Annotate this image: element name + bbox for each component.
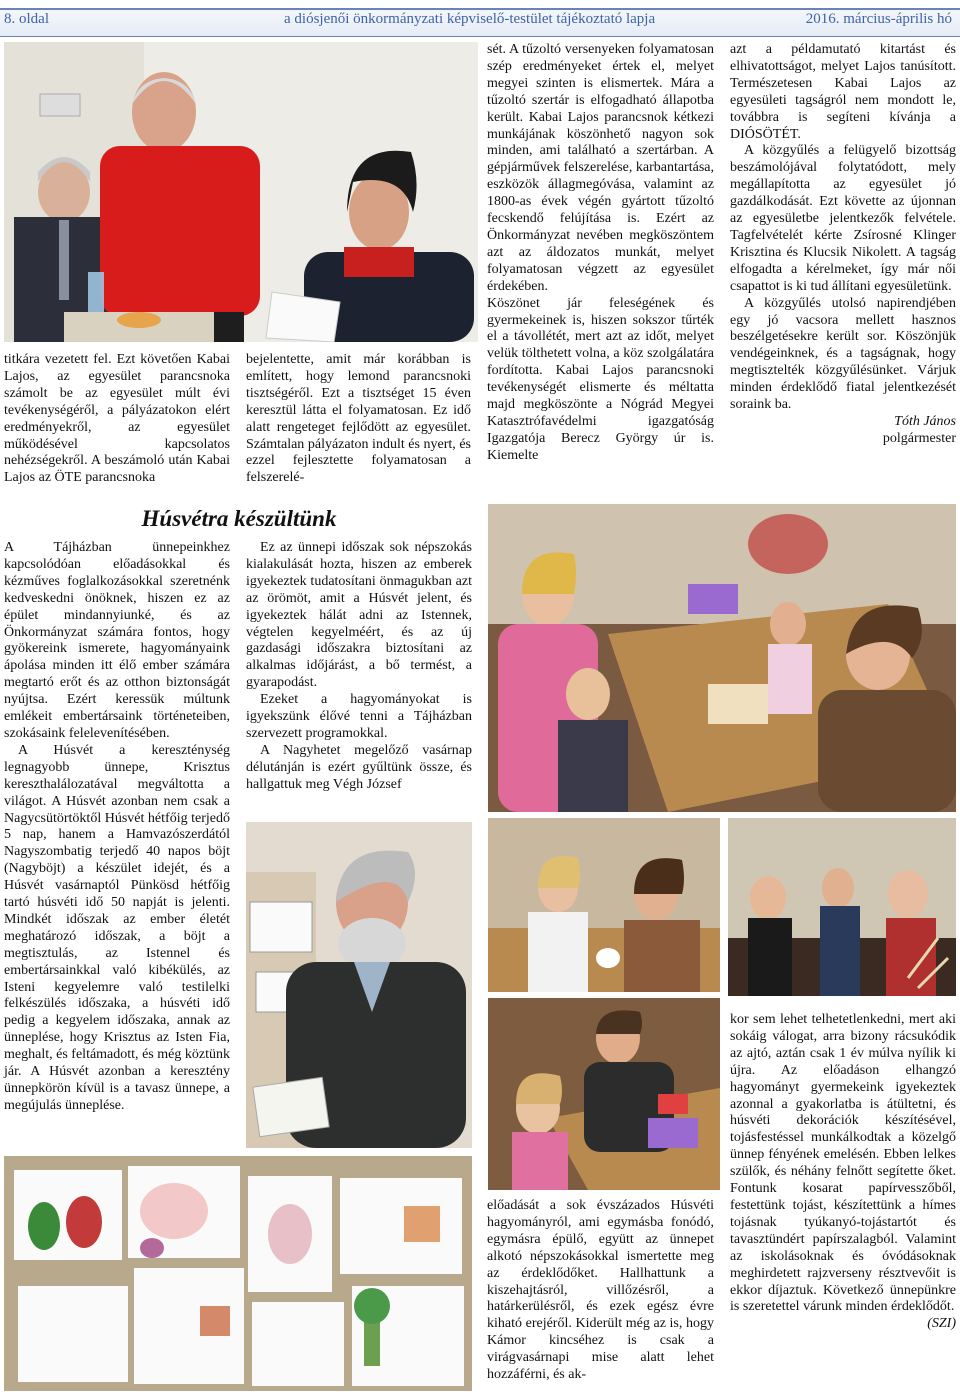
article1-col1-text: titkára vezetett fel. Ezt követően Kabai Lajos, az egyesület parancsnoka számolt be az egyesület múlt évi tevékenységéről, a pályázatokon elért eredményekről, az egyesület működésével kapcsolatos nehézségekről. A beszámoló után Kabai Lajos az ÖTE parancsnoka [4,352,230,486]
article1-col3-para2: Köszönet jár feleségének és gyermekeinek is, hiszen sokszor tűrték el a távollétét, mert azt az időt, melyet velük tölthetett volna, a köz szolgálatára fordította. Kabai Lajos parancsnoki tevékenységét elismerte és méltatta majd megköszönte a Nógrád Megyei Katasztrófavédelmi igazgatóság Igazgatója Berecz György úr is. Kiemelte [487,295,714,463]
photo-craft-workshop-3 [728,818,956,996]
page-header [0,0,960,38]
article1-col1 [4,352,230,487]
article2-col2 [246,540,472,794]
photo-fire-brigade-meeting [4,42,478,342]
article2-col1-para1: A Tájházban ünnepeinkhez kapcsolódóan előadásokkal és kézműves foglalkozásokkal szeretnénk kedveskedni önöknek, hiszen ez az épület mindannyiunké, és az Önkormányzat számára fontos, hogy gyökereink ismerete, hagyományaink ápolása minden itt élő ember számára megtartó erőt és az otthon biztonságát nyújtsa. Ezért keressük múltunk emlékeit embertársaink történeteiben, szokásaink felelevenítésében. [4,540,230,741]
article1-col4-para2: A közgyűlés a felügyelő bizottság beszámolójával folytatódott, mely megállapította az egyesület jó gazdálkodását. Ezt követte az újonnan az egyesületbe jelentkezők felvétele. Tagfelvételét kérte Zsírosné Klinger Krisztina és Klucsik Nikolett. A tagság elfogadta a kérelmeket, így már női csapattot is ki tud állítani egyesületünk. [730,143,956,294]
article2-col3-text: előadását a sok évszázados Húsvéti hagyományról, ami egymásba fonódó, egymásra épülő, együtt az ünnepet alkotó népszokásokkal ismertette meg az érdeklődőket. Hallhattunk a kiszehajtásról, villőzésről, a határkerülésről, és ezek egész évre kiható erejéről. Kiderült még az is, hogy Kámor kincséhez is csak a virágvasárnapi mise alatt lehet hozzáférni, és ak- [487,1198,714,1383]
publication-name: a diósjenői önkormányzati képviselő-testület tájékoztató lapja [284,11,656,27]
photo-craft-workshop-2 [488,818,720,992]
photo-craft-workshop-large [488,504,956,812]
article1-col4-para3: A közgyűlés utolsó napirendjében egy jó vacsora mellett hasznos beszélgetésekre került sor. Köszönjük vendégeinknek, és a tagságnak, hogy megtisztelték közgyűlésünket. Várjuk minden érdeklődő fiatal jelentkezését soraink ba. [730,295,956,413]
article1-col4-para1: azt a példamutató kitartást és elhivatottságot, melyet Lajos tanúsított. Természetesen Kabai Lajos az egyesületi tagságról nem mondott le, továbbra is segíteni kívánja a DIÓSÖTÉT. [730,42,956,142]
article1-col3 [487,42,714,465]
article1-col2 [246,352,471,487]
photo-lecturer [246,822,472,1148]
issue-date: 2016. március-április hó [805,11,952,27]
article1-col3-para1: sét. A tűzoltó versenyeken folyamatosan szép eredményeket értek el, melyet megyei szinten is elismertek. Mára a tűzoltó szertár is elfogadható állapotba került. Kabai Lajos parancsnok kétkezi munkájának köszönhető nagyon sok minden, ami található a szertárban. A gépjárművek felszerelése, karbantartása, eszközök állagmegóvása, valamint az 1800-as évek végén gyártott tűzoltó fecskendő felújítása is. Ezért az Önkormányzat nevében megköszöntem azt az áldozatos munkát, melyet folyamatosan végzett az egyesület érdekében. [487,42,714,294]
article2-col2-para3: A Nagyhetet megelőző vasárnap délutánján is ezért gyűltünk össze, és hallgattuk meg Végh József [246,742,472,792]
article1-col2-text: bejelentette, amit már korábban is említett, hogy lemond parancsnoki tisztségéről. Ezt a tisztséget 15 éven keresztül látta el folyamatosan. Ez idő alatt rengeteget fejlődött az egyesület. Számtalan pályázaton indult és nyert, és ezzel fejlesztette folyamatosan a felszerelé- [246,352,471,486]
article2-col4-text: kor sem lehet telhetetlenkedni, mert aki sokáig válogat, arra bizony rácsukódik az ajtó, aztán csak 1 év múlva nyílik ki újra. Az előadáson elhangzó hagyományt gyermekeink igyekeztek azonnal a gyakorlatba is átültetni, és húsvéti dekorációk készítésével, tojásfestéssel munkálkodtak a közelgő ünnep fényének emelésén. Ebben lelkes szülők, és néhány felnőtt segítette őket. Fontunk kosarat papírvesszőből, festettünk tojást, készítettünk a hímes tojásnak tyúkanyó-tojástartót és tavasztündért papírszalagból. Valamint az iskolásoknak és óvódásoknak meghirdetett rajzverseny résztvevőit is ekkor díjaztuk. Következő ünnepünkre is szeretettel várunk minden érdeklődőt. [730,1012,956,1315]
article1-signature-name: Tóth János [894,413,956,429]
article2-col2-para2: Ezeket a hagyományokat is igyekszünk élővé tenni a Tájházban szervezett programokkal. [246,692,472,741]
article2-col3 [487,1198,714,1384]
article1-signature-role: polgármester [882,430,956,446]
article2-col1-para2: A Húsvét a kereszténység legnagyobb ünnepe, Krisztus kereszthalálozatával megváltotta a világot. A Húsvét azonban nem csak a Nagycsütörtöktől Húsvét hétfőig terjedő 5 nap, hanem a Hamvazószerdától Nagyszombatig terjedő 40 napos böjt (Nagyböjt) a készület idejét, és a Húsvét vasárnaptól Pünkösd hétfőig tartó húsvéti idő 50 napját is jelenti. Mindkét időszak az ember életét meghatározó időszak, a böjt a megtisztulás, az Istennel és embertársainkkal való kibékülés, az Isteni kegyelemre való testilelki felkészülés időszaka, a húsvéti idő pedig a kegyelem időszaka, annak az ünneplése, hogy Krisztus az Isten Fia, meghalt, és feltámadott, és még köztünk jár. A Húsvét azonban a keresztény ünnepkörön kívül is a tavasz ünnepe, a megújulás ünneplése. [4,742,230,1113]
article2-signature: (SZI) [927,1316,956,1332]
photo-craft-workshop-4 [488,998,720,1190]
article2-title: Húsvétra készültünk [141,506,337,531]
page-number: 8. oldal [4,11,49,27]
article2-col2-para1: Ez az ünnepi időszak sok népszokás kialakulását hozta, hiszen az emberek igyekeztek tudatosítani önmagukban azt az örömöt, amit a Húsvét jelent, és igyekeztek hálát adni az Istennek, végtelen kegyelméért, és az új gazdasági időszakra biztosítani az alkalmas időjárást, a bő termést, a gyarapodást. [246,540,472,691]
article1-col4 [730,42,956,448]
article2-col1 [4,540,230,1115]
article2-col4 [730,1012,956,1333]
photo-children-drawings [4,1156,472,1391]
